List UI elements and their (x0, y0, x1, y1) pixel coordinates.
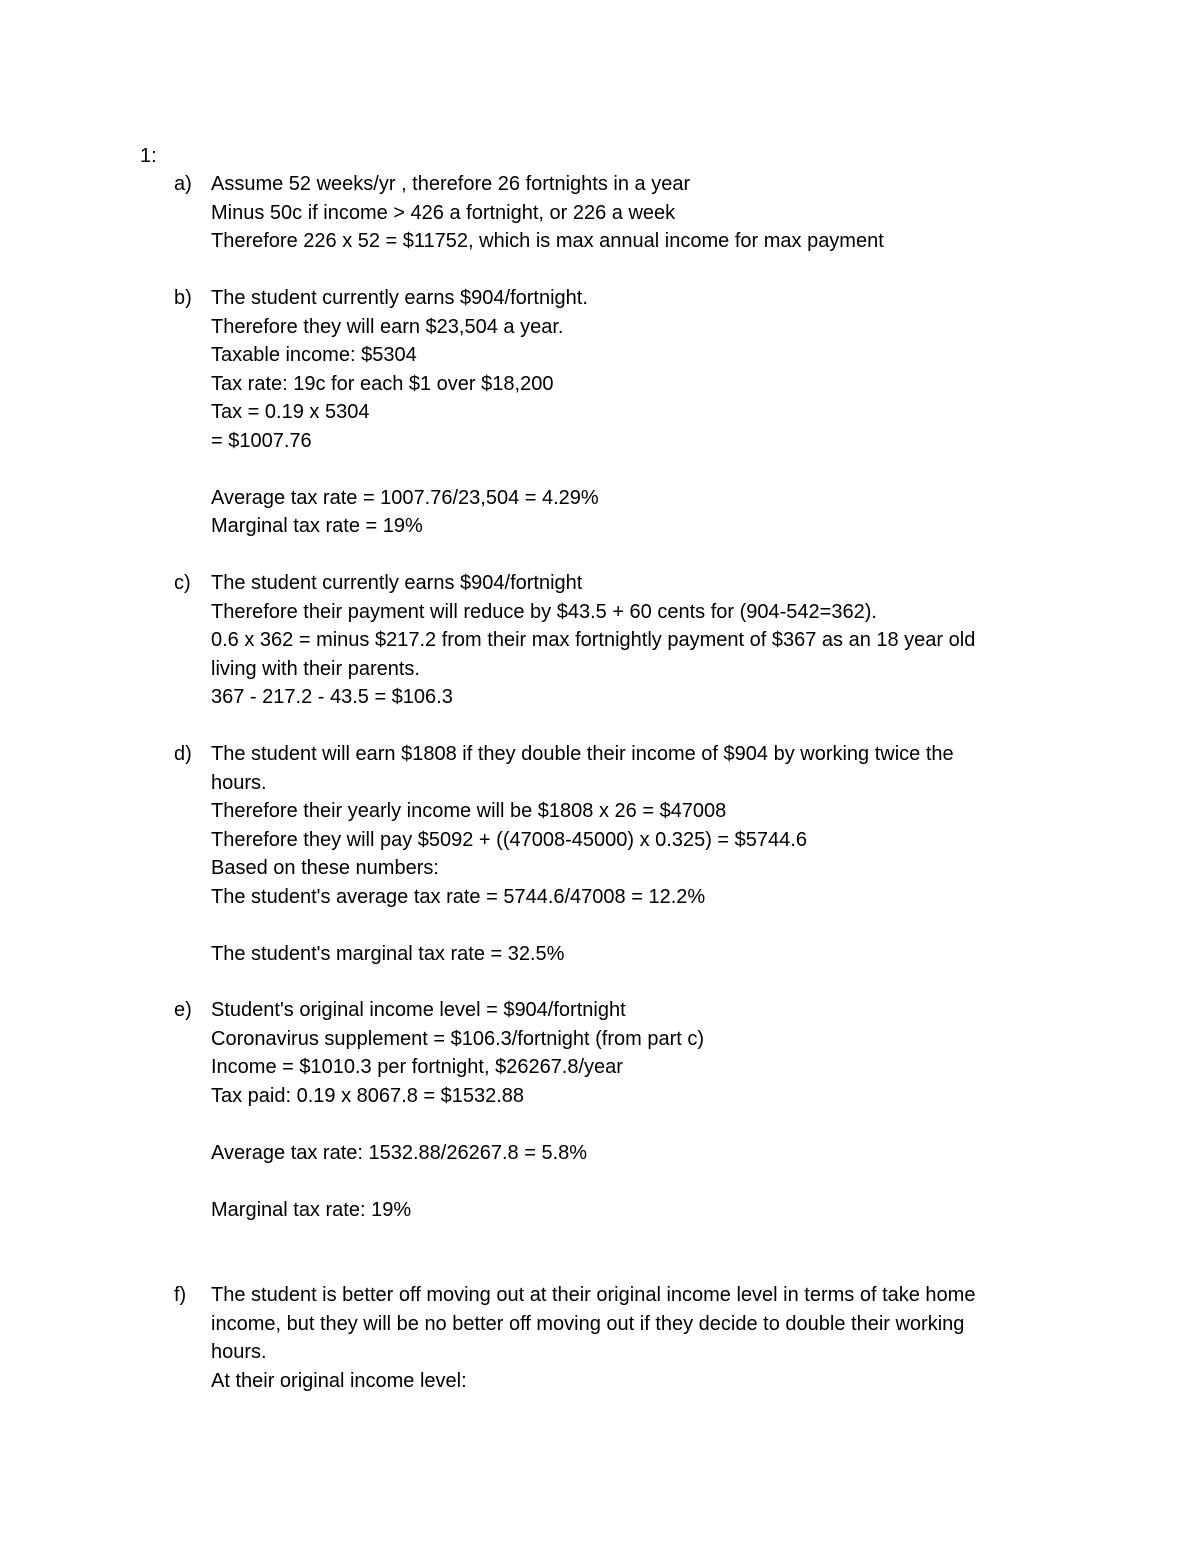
text-line: Assume 52 weeks/yr , therefore 26 fortnights in a year (211, 173, 691, 195)
part-text (211, 569, 1061, 712)
text-line: hours. (211, 771, 267, 794)
text-line: = $1007.76 (211, 429, 312, 452)
text-line: The student's average tax rate = 5744.6/47008 = 12.2% (211, 885, 706, 908)
part-marker: d) (174, 743, 192, 765)
text-line: Tax rate: 19c for each $1 over $18,200 (211, 372, 554, 395)
text-line: The student currently earns $904/fortnight (211, 572, 583, 594)
text-line: Income = $1010.3 per fortnight, $26267.8/year (211, 1056, 623, 1078)
text-line: hours. (211, 1341, 267, 1363)
text-line: The student's marginal tax rate = 32.5% (211, 942, 565, 965)
blank-line (211, 1110, 1061, 1139)
text-line: Based on these numbers: (211, 857, 439, 879)
text-line: Average tax rate = 1007.76/23,504 = 4.29% (211, 486, 599, 509)
text-line: Taxable income: $5304 (211, 344, 417, 366)
text-line: Coronavirus supplement = $106.3/fortnight (from part c) (211, 1027, 705, 1050)
text-line: The student will earn $1808 if they double their income of $904 by working twice the (211, 743, 954, 765)
text-line: Therefore their yearly income will be $1808 x 26 = $47008 (211, 800, 727, 822)
text-line: The student currently earns $904/fortnight. (211, 287, 588, 309)
part-text (211, 284, 1061, 541)
part-marker: f) (174, 1284, 187, 1306)
text-line: Therefore 226 x 52 = $11752, which is max annual income for max payment (211, 230, 884, 252)
question-number: 1: (140, 145, 157, 167)
text-line: Therefore they will earn $23,504 a year. (211, 315, 564, 338)
part-marker: c) (174, 572, 191, 594)
text-line: Marginal tax rate = 19% (211, 515, 423, 537)
text-line: income, but they will be no better off moving out if they decide to double their working (211, 1312, 965, 1335)
text-line: Average tax rate: 1532.88/26267.8 = 5.8% (211, 1141, 588, 1164)
text-line: Tax = 0.19 x 5304 (211, 401, 370, 423)
text-line: At their original income level: (211, 1369, 467, 1392)
text-line: The student is better off moving out at their original income level in terms of take home (211, 1284, 976, 1306)
part-text (211, 740, 1061, 968)
part-marker: a) (174, 173, 192, 195)
text-line: Marginal tax rate: 19% (211, 1198, 412, 1221)
blank-line (211, 911, 1061, 940)
text-line: Tax paid: 0.19 x 8067.8 = $1532.88 (211, 1084, 525, 1107)
text-line: 367 - 217.2 - 43.5 = $106.3 (211, 686, 453, 708)
part-marker: b) (174, 287, 192, 309)
text-line: Therefore their payment will reduce by $43.5 + 60 cents for (904-542=362). (211, 600, 877, 623)
text-line: 0.6 x 362 = minus $217.2 from their max fortnightly payment of $367 as an 18 year old (211, 629, 976, 651)
text-line: Therefore they will pay $5092 + ((47008-45000) x 0.325) = $5744.6 (211, 828, 807, 851)
text-line: Student's original income level = $904/fortnight (211, 999, 626, 1021)
text-line: living with their parents. (211, 657, 420, 680)
text-line: Minus 50c if income > 426 a fortnight, or 226 a week (211, 201, 676, 224)
blank-line (211, 1167, 1061, 1196)
part-text (211, 170, 1061, 256)
blank-line (211, 455, 1061, 484)
part-text (211, 996, 1061, 1224)
part-text (211, 1281, 1061, 1395)
part-marker: e) (174, 999, 192, 1021)
